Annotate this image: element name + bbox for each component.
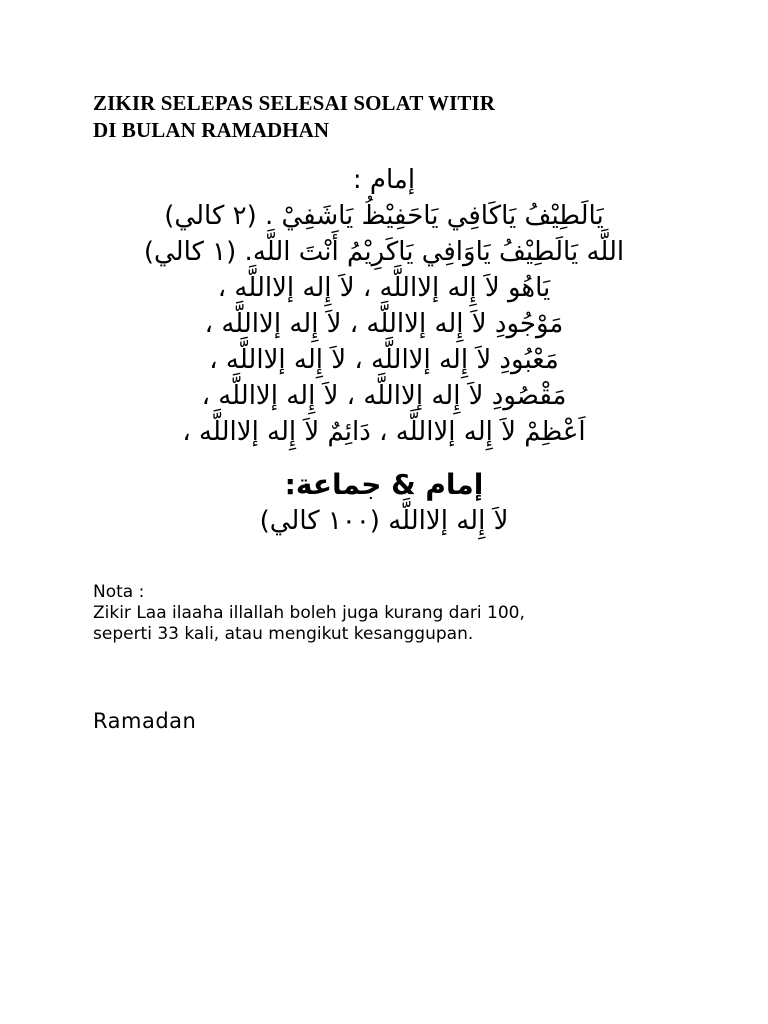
verse-line-2: اللَّه يَالَطِيْفُ يَاوَافِي يَاكَرِيْمُ أَنْتَ اللَّه. (١ كالي) <box>143 237 625 267</box>
verse-line-5: مَعْبُودِ لاَ إِله إلااللَّه ، لاَ إِله إلااللَّه ، <box>209 345 559 375</box>
verse-line-6: مَقْصُودِ لاَ إِله إلااللَّه ، لاَ إِله إلااللَّه ، <box>201 381 567 411</box>
verse-line-4: مَوْجُودِ لاَ إِله إلااللَّه ، لاَ إِله إلااللَّه ، <box>204 309 564 339</box>
note-line-2: seperti 33 kali, atau mengikut kesanggupan. <box>93 624 474 644</box>
verse-line-7: اَعْظِمْ لاَ إِله إلااللَّه ، دَائِمٌ لاَ إِله إلااللَّه ، <box>182 417 586 447</box>
imam-label: إمام : <box>352 165 416 195</box>
arabic-zikir-block <box>60 162 708 450</box>
verse-line-3: يَاهُو لاَ إِله إلااللَّه ، لاَ إِله إلااللَّه ، <box>217 273 551 303</box>
document-title <box>93 90 495 144</box>
note-line-1: Zikir Laa ilaaha illallah boleh juga kurang dari 100, <box>93 603 525 623</box>
count-line: لاَ إِله إلااللَّه (١٠٠ كالي) <box>259 506 509 536</box>
imam-jamaah-heading: إمام & جماعة: <box>284 468 484 501</box>
title-line-2: DI BULAN RAMADHAN <box>93 118 330 142</box>
verse-line-1: يَالَطِيْفُ يَاكَافِي يَاحَفِيْظُ يَاشَفِيْ . (٢ كالي) <box>164 201 604 231</box>
footer-word: Ramadan <box>93 709 197 733</box>
note-section <box>93 582 525 645</box>
note-label: Nota : <box>93 582 145 602</box>
title-line-1: ZIKIR SELEPAS SELESAI SOLAT WITIR <box>93 91 496 115</box>
